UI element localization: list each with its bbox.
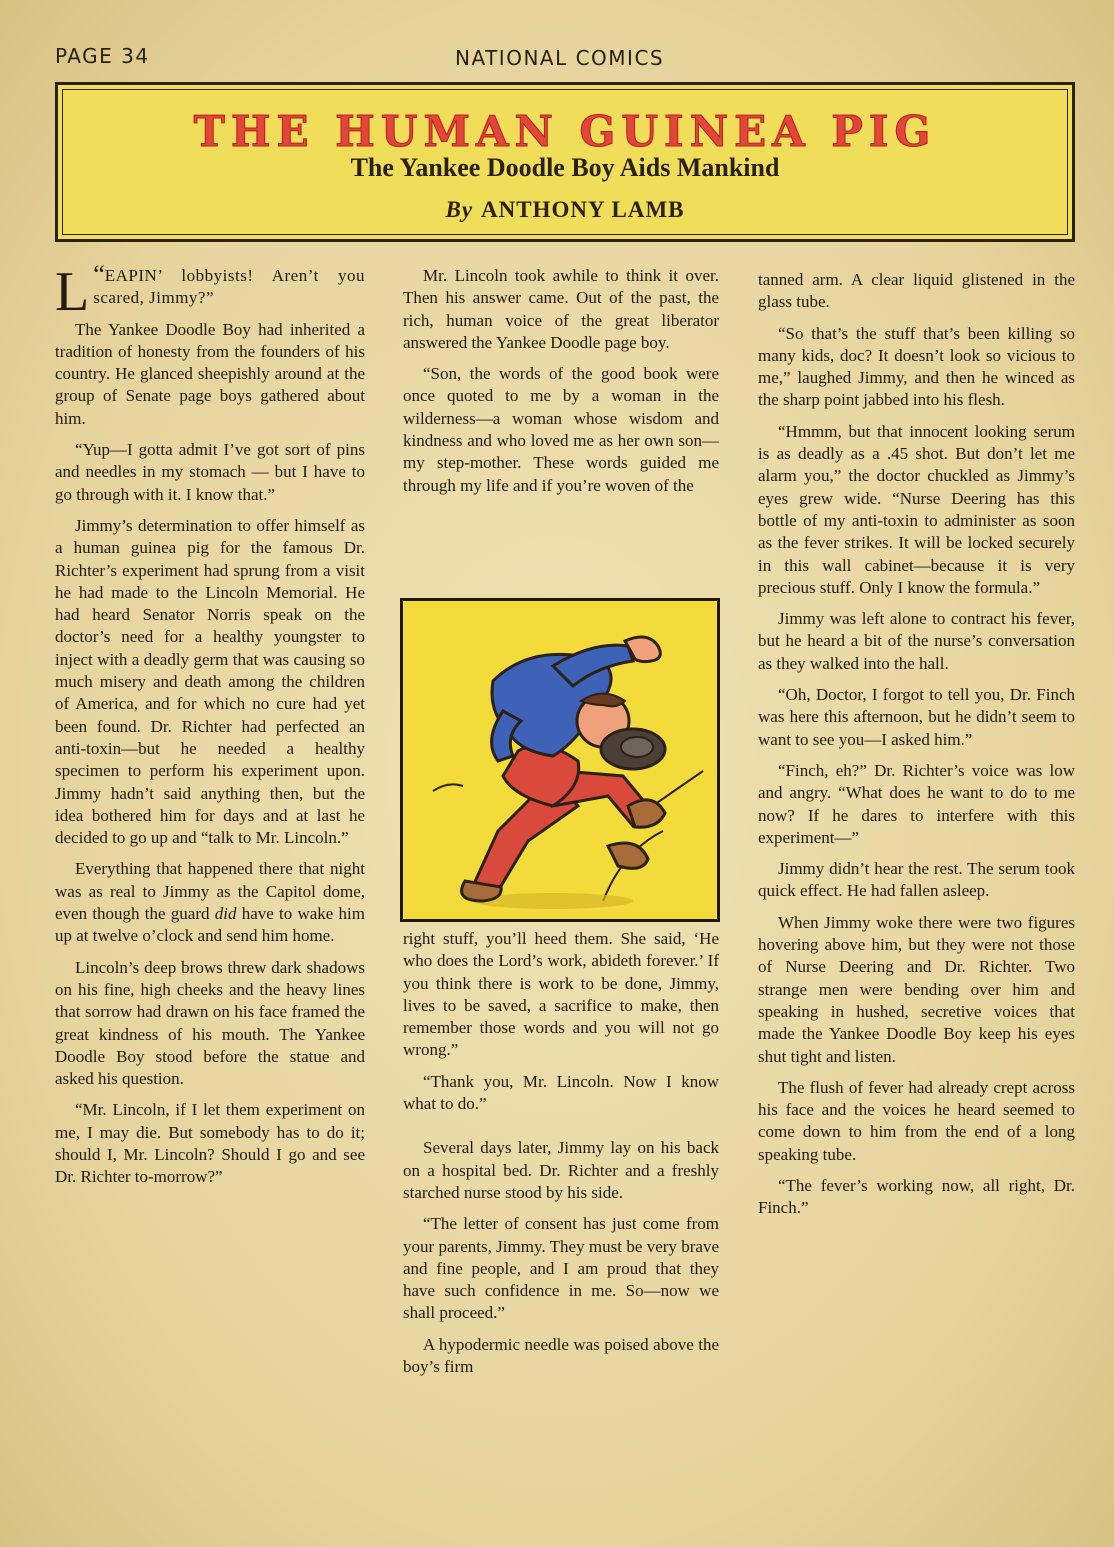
paragraph: “Mr. Lincoln, if I let them experiment on me, I may die. But somebody has to do it; should I, Mr. Lincoln? Should I go and see Dr. Richter to-morrow?” [55, 1100, 365, 1187]
paragraph: The Yankee Doodle Boy had inherited a tradition of honesty from the founders of his country. He glanced sheepishly around at the group of Senate page boys gathered about him. [55, 319, 365, 428]
paragraph: The flush of fever had already crept across his face and the voices he heard seemed to come down to him from the end of a long speaking tube. [758, 1077, 1075, 1164]
page-number: PAGE 34 [55, 44, 150, 68]
story-column-2-top [403, 265, 719, 497]
paragraph: “ L EAPIN’ lobbyists! Aren’t you scared, Jimmy?” [55, 260, 365, 323]
open-quote: “ [93, 260, 105, 289]
emphasis: did [214, 904, 237, 924]
hat-crown [621, 737, 653, 757]
byline [58, 197, 1072, 223]
paragraph: tanned arm. A clear liquid glistened in the glass tube. [758, 270, 1075, 312]
paragraph: Jimmy’s determination to offer himself as a human guinea pig for the famous Dr. Richter’s experiment had sprung from a visit he had made to the Lincoln Memorial. He had heard Senator Norris speak on the doctor’s need for a healthy youngster to inject with a deadly germ that was causing so much misery and death among the children of America, and for which no cure had yet been found. Dr. Richter had perfected an anti-toxin—but he needed a healthy specimen to perform his experiment upon. Jimmy hadn’t said anything then, but the idea bothered him for days and at last he decided to go up and “talk to Mr. Lincoln.” [55, 515, 365, 848]
page-header [55, 44, 1075, 74]
paragraph: right stuff, you’ll heed them. She said, ‘He who does the Lord’s work, abideth forever.’ If you think there is work to be done, Jimmy, lives to be saved, a sacrifice to make, then remember those words and you will not go wrong.” [403, 929, 719, 1060]
paragraph: Several days later, Jimmy lay on his back on a hospital bed. Dr. Richter and a freshly starched nurse stood by his side. [403, 1138, 719, 1202]
author-name: ANTHONY LAMB [481, 197, 685, 222]
jimmy-running-illustration [403, 601, 717, 919]
paragraph: “Oh, Doctor, I forgot to tell you, Dr. Finch was here this afternoon, but he didn’t seem to want to see you—I asked him.” [758, 685, 1075, 749]
paragraph: When Jimmy woke there were two figures hovering above him, but they were not those of Nurse Deering and Dr. Richter. Two strange men were bending over him and speaking in hushed, secretive voices that made the Yankee Doodle Boy keep his eyes shut tight and listen. [758, 912, 1075, 1066]
story-column-3 [758, 269, 1075, 1229]
paragraph: Lincoln’s deep brows threw dark shadows on his fine, high cheeks and the heavy lines that sorrow had drawn on his face framed the great kindness of his mouth. The Yankee Doodle Boy stood before the statue and asked his question. [55, 957, 365, 1089]
story-title: THE HUMAN GUINEA PIG [193, 107, 937, 156]
drop-cap: L [55, 261, 90, 323]
paragraph: “The letter of consent has just come from your parents, Jimmy. They must be very brave and fine people, and I am proud that they have such confidence in me. So—now we shall proceed.” [403, 1214, 719, 1323]
story-column-2-bottom [403, 928, 719, 1387]
paragraph: “So that’s the stuff that’s been killing so many kids, doc? It doesn’t look so vicious to me,” laughed Jimmy, and then he winced as the sharp point jabbed into his flesh. [758, 323, 1075, 410]
story-subtitle: The Yankee Doodle Boy Aids Mankind [350, 153, 780, 182]
story-column-1 [55, 260, 366, 1198]
byline-by: By [445, 197, 474, 222]
paragraph: “The fever’s working now, all right, Dr. Finch.” [758, 1175, 1075, 1218]
paragraph: Everything that happened there that night was as real to Jimmy as the Capitol dome, even though the guard did have to wake him up at twelve o’clock and send him home. [55, 859, 366, 946]
paragraph: Mr. Lincoln took awhile to think it over. Then his answer came. Out of the past, the rich, human voice of the great liberator answered the Yankee Doodle page boy. [403, 266, 719, 352]
paragraph: Jimmy was left alone to contract his fever, but he heard a bit of the nurse’s conversation as they walked into the hall. [758, 609, 1075, 673]
paragraph: “Thank you, Mr. Lincoln. Now I know what to do.” [403, 1071, 719, 1114]
paragraph: “Hmmm, but that innocent looking serum is as deadly as a .45 shot. But don’t let me alarm you,” the doctor chuckled as Jimmy’s eyes grew wide. “Nurse Deering has this bottle of my anti-toxin to administer as soon as the fever strikes. It will be locked securely in this wall cabinet—because it is very precious stuff. Only I know the formula.” [758, 421, 1075, 597]
paragraph: Jimmy didn’t hear the rest. The serum took quick effect. He had fallen asleep. [758, 859, 1075, 901]
paragraph: “Son, the words of the good book were once quoted to me by a woman in the wilderness—a woman whose wisdom and kindness and who loved me as her own son—my step-mother. These words guided me through my life and if you’re woven of the [403, 364, 719, 495]
paragraph: “Yup—I gotta admit I’ve got sort of pins and needles in my stomach — but I have to go through with it. I know that.” [55, 440, 365, 504]
paragraph: A hypodermic needle was poised above the boy’s firm [403, 1334, 719, 1377]
magazine-title: NATIONAL COMICS [455, 46, 665, 70]
title-box [55, 82, 1075, 242]
paragraph: “Finch, eh?” Dr. Richter’s voice was low and angry. “What does he want to do to me now? If he dares to interfere with this experiment—” [758, 760, 1075, 847]
comic-panel-illustration [400, 598, 720, 922]
